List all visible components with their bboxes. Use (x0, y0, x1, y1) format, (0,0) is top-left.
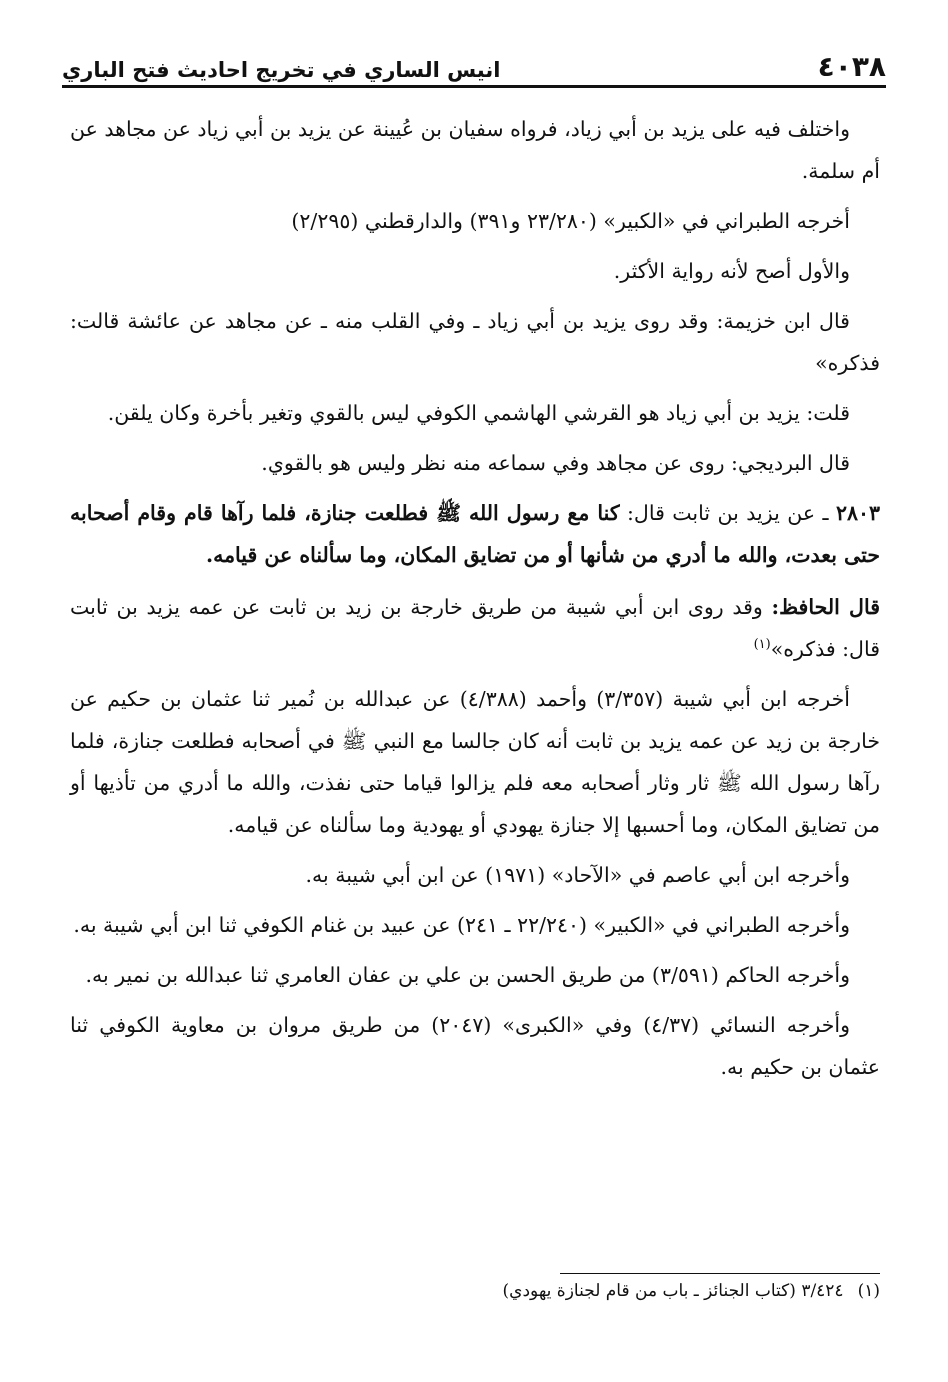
paragraph: وأخرجه الحاكم (٣/٥٩١) من طريق الحسن بن علي بن عفان العامري ثنا عبدالله بن نمير به. (85, 963, 850, 987)
hafiz-label: قال الحافظ: (771, 595, 880, 619)
footnote-number: (١) (857, 1281, 880, 1301)
paragraph: قال البرديجي: روى عن مجاهد وفي سماعه منه نظر وليس هو بالقوي. (261, 451, 850, 475)
footnote-text: ٣/٤٢٤ (كتاب الجنائز ـ باب من قام لجنازة يهودي) (502, 1281, 844, 1301)
paragraph: قال ابن خزيمة: وقد روى يزيد بن أبي زياد ـ وفي القلب منه ـ عن مجاهد عن عائشة قالت: فذكره» (70, 309, 880, 375)
hadith-dash: ـ (815, 501, 836, 525)
hadith-number: ٢٨٠٣ (835, 501, 880, 525)
hadith-text: كنا مع رسول الله ﷺ فطلعت جنازة، فلما رآها قام وقام أصحابه حتى بعدت، والله ما أدري من شأنها أو من تضايق المكان، وما سألناه عن قيامه. (70, 501, 880, 567)
paragraph: وأخرجه ابن أبي عاصم في «الآحاد» (١٩٧١) عن ابن أبي شيبة به. (305, 863, 850, 887)
paragraph: وأخرجه الطبراني في «الكبير» (٢٢/٢٤٠ ـ ٢٤١) عن عبيد بن غنام الكوفي ثنا ابن أبي شيبة به. (73, 913, 850, 937)
page-body (70, 108, 880, 1096)
hafiz-paragraph (70, 586, 880, 670)
footnote-marker: (١) (753, 637, 771, 653)
paragraph: أخرجه الطبراني في «الكبير» (٢٣/٢٨٠ و٣٩١) والدارقطني (٢/٢٩٥) (291, 209, 850, 233)
footnote-item (70, 1276, 880, 1306)
paragraph: وأخرجه النسائي (٤/٣٧) وفي «الكبرى» (٢٠٤٧) من طريق مروان بن معاوية الكوفي ثنا عثمان بن حكيم به. (70, 1013, 880, 1079)
paragraph: واختلف فيه على يزيد بن أبي زياد، فرواه سفيان بن عُيينة عن يزيد بن أبي زياد عن مجاهد عن أم سلمة. (70, 117, 880, 183)
footnote-divider (560, 1273, 880, 1274)
hadith-entry (70, 492, 880, 576)
hadith-intro: عن يزيد بن ثابت قال: (619, 501, 816, 525)
page-number: ٤٠٣٨ (817, 50, 886, 83)
hafiz-text: وقد روى ابن أبي شيبة من طريق خارجة بن زيد بن ثابت عن عمه يزيد بن ثابت قال: فذكره» (70, 595, 880, 661)
footnotes (70, 1276, 880, 1306)
page-header (62, 40, 886, 88)
paragraph: أخرجه ابن أبي شيبة (٣/٣٥٧) وأحمد (٤/٣٨٨) عن عبدالله بن نُمير ثنا عثمان بن حكيم عن خارجة بن زيد عن عمه يزيد بن ثابت أنه كان جالسا مع النبي ﷺ في أصحابه فطلعت جنازة، فلما رآها رسول الله ﷺ ثار وثار أصحابه معه فلم يزالوا قياما حتى نفذت، والله ما أدري من تأذيها أو من تضايق المكان، وما أحسبها إلا جنازة يهودي أو يهودية وما سألناه عن قيامه. (70, 687, 880, 837)
paragraph: قلت: يزيد بن أبي زياد هو القرشي الهاشمي الكوفي ليس بالقوي وتغير بأخرة وكان يلقن. (107, 401, 850, 425)
paragraph: والأول أصح لأنه رواية الأكثر. (613, 259, 850, 283)
running-title: انيس الساري في تخريج احاديث فتح الباري (62, 58, 501, 82)
